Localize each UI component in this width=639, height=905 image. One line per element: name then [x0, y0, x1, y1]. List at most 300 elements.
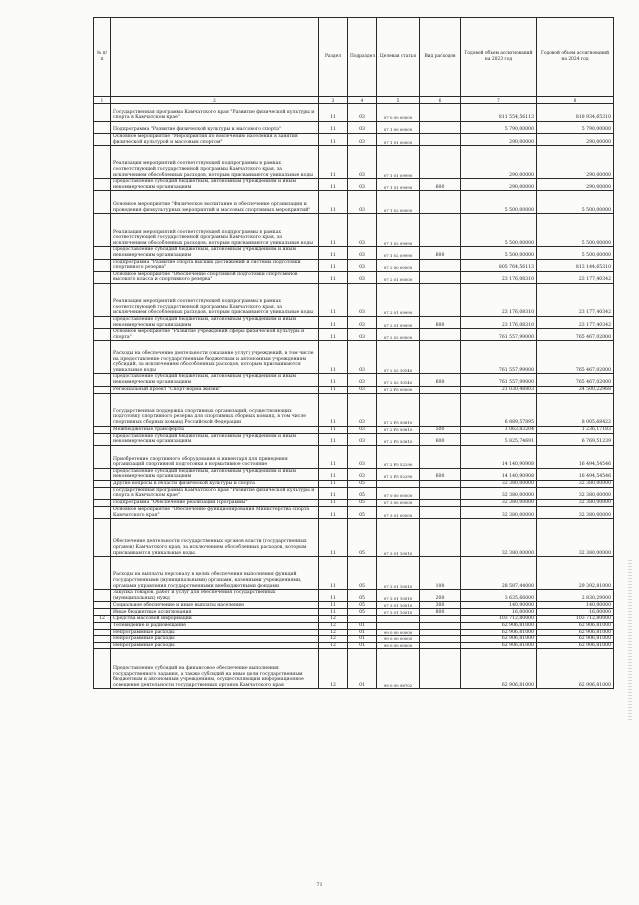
subsection-code: 03	[348, 468, 377, 480]
header-cell: Годовой объем ассигнований на 2024 год	[537, 18, 614, 97]
item-name: Предоставление субсидий бюджетным, автономным учреждениям и иным некоммерческим организациям	[111, 179, 319, 191]
target-article	[377, 616, 420, 623]
amount-2023: 805 764,56113	[461, 259, 537, 271]
target-article: 07 1 02 09990	[377, 247, 420, 259]
amount-2023: 5 825,74691	[461, 433, 537, 445]
expense-type	[420, 283, 461, 316]
item-name: Средства массовой информации	[111, 616, 319, 623]
subsection-code: 03	[348, 433, 377, 445]
section-code: 11	[319, 507, 348, 519]
column-number: 6	[420, 97, 461, 104]
amount-2023: 6 889,57895	[461, 393, 537, 426]
target-article: 07 3 01 10010	[377, 519, 420, 557]
column-number: 3	[319, 97, 348, 104]
item-name: Телевидение и радиовещание	[111, 623, 319, 630]
section-code: 11	[319, 316, 348, 328]
amount-2024: 16 494,54546	[537, 468, 614, 480]
row-number	[94, 271, 111, 283]
subsection-code: 05	[348, 507, 377, 519]
target-article: 07 2 02 10140	[377, 374, 420, 386]
amount-2024: 103 712,80000	[537, 616, 614, 623]
table-row	[94, 445, 614, 468]
table-row	[94, 629, 614, 636]
table-row	[94, 487, 614, 499]
target-article: 07 2 P5 52290	[377, 445, 420, 468]
column-number-row	[94, 97, 614, 104]
subsection-code: 03	[348, 104, 377, 122]
amount-2024: 62 906,81000	[537, 636, 614, 643]
table-row	[94, 426, 614, 433]
target-article: 07 3 01 00000	[377, 507, 420, 519]
amount-2023: 32 380,00000	[461, 500, 537, 507]
expense-type	[420, 122, 461, 134]
item-name: Подпрограмма "Обеспечение реализации Программы"	[111, 500, 319, 507]
row-number	[94, 316, 111, 328]
table-row	[94, 623, 614, 630]
section-code: 11	[319, 590, 348, 602]
amount-2023: 290,00000	[461, 134, 537, 146]
amount-2024: 32 380,00000	[537, 487, 614, 499]
amount-2023: 62 906,81000	[461, 642, 537, 649]
subsection-code: 05	[348, 590, 377, 602]
subsection-code: 01	[348, 642, 377, 649]
amount-2023: 16,00000	[461, 609, 537, 616]
row-number	[94, 134, 111, 146]
subsection-code: 03	[348, 271, 377, 283]
table-row	[94, 316, 614, 328]
target-article: 07 3 00 00000	[377, 500, 420, 507]
item-name: Государственная программа Камчатского края "Развитие физической культуры и спорта в Камчатском крае"	[111, 487, 319, 499]
expense-type	[420, 507, 461, 519]
amount-2024: 140,90000	[537, 602, 614, 609]
target-article: 07 2 P5 50810	[377, 433, 420, 445]
table-row	[94, 214, 614, 247]
section-code: 12	[319, 642, 348, 649]
row-number	[94, 329, 111, 341]
amount-2023: 32 380,00000	[461, 480, 537, 487]
section-code: 11	[319, 341, 348, 374]
expense-type	[420, 480, 461, 487]
amount-2024: 16,00000	[537, 609, 614, 616]
table-row	[94, 393, 614, 426]
item-name: Основное мероприятие "Развитие учреждений сферы физической культуры и спорта"	[111, 329, 319, 341]
row-number	[94, 179, 111, 191]
row-number	[94, 426, 111, 433]
section-code: 12	[319, 623, 348, 630]
row-number	[94, 629, 111, 636]
row-number	[94, 487, 111, 499]
row-number	[94, 507, 111, 519]
amount-2023: 5 790,00000	[461, 122, 537, 134]
target-article: 07 0 00 00000	[377, 487, 420, 499]
target-article: 07 1 02 00000	[377, 191, 420, 214]
table-row	[94, 642, 614, 649]
section-code: 11	[319, 393, 348, 426]
subsection-code: 01	[348, 623, 377, 630]
subsection-code: 03	[348, 214, 377, 247]
target-article	[377, 623, 420, 630]
column-number: 1	[94, 97, 111, 104]
amount-2024: 23 177,40342	[537, 316, 614, 328]
amount-2024: 765 467,02000	[537, 329, 614, 341]
amount-2023: 32 380,00000	[461, 519, 537, 557]
target-article: 99 0 00 98702	[377, 649, 420, 689]
target-article: 07 2 01 09990	[377, 283, 420, 316]
target-article: 07 2 P5 52290	[377, 468, 420, 480]
expense-type: 300	[420, 602, 461, 609]
header-cell: Целевая статья	[377, 18, 420, 97]
amount-2024: 818 934,65310	[537, 104, 614, 122]
target-article: 07 3 01 10010	[377, 557, 420, 590]
expense-type	[420, 271, 461, 283]
row-number	[94, 602, 111, 609]
row-number	[94, 642, 111, 649]
row-number	[94, 636, 111, 643]
amount-2024: 290,00000	[537, 146, 614, 179]
item-name: Предоставление субсидий бюджетным, автономным учреждениям и иным некоммерческим организациям	[111, 316, 319, 328]
item-name: Предоставление субсидий бюджетным, автономным учреждениям и иным некоммерческим организациям	[111, 468, 319, 480]
target-article: 07 1 01 09990	[377, 179, 420, 191]
expense-type	[420, 500, 461, 507]
section-code: 11	[319, 247, 348, 259]
section-code: 11	[319, 179, 348, 191]
expense-type	[420, 487, 461, 499]
section-code: 11	[319, 329, 348, 341]
table-row	[94, 616, 614, 623]
amount-2023: 28 587,44000	[461, 557, 537, 590]
row-number	[94, 104, 111, 122]
target-article: 07 1 00 00000	[377, 122, 420, 134]
section-code: 11	[319, 426, 348, 433]
expense-type	[420, 445, 461, 468]
item-name: Расходы на выплаты персоналу в целях обеспечения выполнения функций государственными (муниципальными) органами, казенными учреждениями, органами управления государственными внебюджетными фондами	[111, 557, 319, 590]
item-name: Обеспечение деятельности государственных органов власти (государственных органов) Камчатского края, за исключением обособленных расходов, которым присваиваются уникальные коды.	[111, 519, 319, 557]
table-row	[94, 179, 614, 191]
amount-2024: 62 906,81000	[537, 649, 614, 689]
row-number	[94, 445, 111, 468]
subsection-code: 03	[348, 259, 377, 271]
row-number	[94, 374, 111, 386]
target-article: 07 3 01 10010	[377, 590, 420, 602]
target-article: 07 3 01 10010	[377, 609, 420, 616]
table-row	[94, 649, 614, 689]
subsection-code: 03	[348, 122, 377, 134]
amount-2024: 765 467,02000	[537, 374, 614, 386]
amount-2024: 5 500,00000	[537, 191, 614, 214]
table-row	[94, 386, 614, 393]
section-code: 11	[319, 386, 348, 393]
item-name: Реализация мероприятий соответствующей подпрограммы в рамках соответствующей государственной программы Камчатского края, за исключением обособленных расходов, которым присваиваются уникальные коды	[111, 214, 319, 247]
amount-2024: 23 177,40342	[537, 271, 614, 283]
amount-2023: 103 712,80000	[461, 616, 537, 623]
header-cell	[111, 18, 319, 97]
row-number	[94, 386, 111, 393]
scan-edge-mark	[628, 560, 632, 720]
section-code: 11	[319, 445, 348, 468]
amount-2023: 14 140,90908	[461, 468, 537, 480]
amount-2024: 290,00000	[537, 179, 614, 191]
target-article: 07 3 01 10010	[377, 602, 420, 609]
table-row	[94, 480, 614, 487]
item-name: Предоставление субсидий бюджетным, автономным учреждениям и иным некоммерческим организациям	[111, 247, 319, 259]
row-number	[94, 519, 111, 557]
amount-2024: 16 494,54546	[537, 445, 614, 468]
expense-type	[420, 341, 461, 374]
item-name: Другие вопросы в области физической культуры и спорта	[111, 480, 319, 487]
target-article: 07 2 01 00000	[377, 271, 420, 283]
amount-2023: 23 176,08310	[461, 271, 537, 283]
amount-2023: 290,00000	[461, 146, 537, 179]
expense-type	[420, 636, 461, 643]
section-code: 11	[319, 134, 348, 146]
expense-type	[420, 616, 461, 623]
item-name: Закупка товаров, работ и услуг для обеспечения государственных (муниципальных) нужд	[111, 590, 319, 602]
item-name: Реализация мероприятий соответствующей подпрограммы в рамках соответствующей государственной программы Камчатского края, за исключением обособленных расходов, которым присваиваются уникальные коды	[111, 283, 319, 316]
header-cell: № п/п	[94, 18, 111, 97]
subsection-code: 03	[348, 316, 377, 328]
row-number	[94, 609, 111, 616]
section-code: 12	[319, 649, 348, 689]
subsection-code: 05	[348, 602, 377, 609]
table-row	[94, 609, 614, 616]
amount-2023: 761 557,99000	[461, 341, 537, 374]
target-article: 07 2 00 00000	[377, 259, 420, 271]
subsection-code: 05	[348, 500, 377, 507]
item-name: Иные бюджетные ассигнования	[111, 609, 319, 616]
column-number: 8	[537, 97, 614, 104]
table-row	[94, 519, 614, 557]
amount-2023: 761 557,99000	[461, 329, 537, 341]
row-number	[94, 146, 111, 179]
row-number	[94, 191, 111, 214]
table-row	[94, 557, 614, 590]
expense-type	[420, 329, 461, 341]
item-name: Подпрограмма "Развитие спорта высших достижений и системы подготовки спортивного резерва"	[111, 259, 319, 271]
amount-2024: 62 906,81000	[537, 623, 614, 630]
amount-2023: 21 030,48803	[461, 386, 537, 393]
table-body	[94, 104, 614, 689]
amount-2024: 62 906,81000	[537, 629, 614, 636]
subsection-code: 03	[348, 146, 377, 179]
item-name: Подпрограмма "Развитие физической культуры и массового спорта"	[111, 122, 319, 134]
table-row	[94, 134, 614, 146]
row-number	[94, 341, 111, 374]
table-row	[94, 341, 614, 374]
target-article: 99 0 00 00000	[377, 636, 420, 643]
subsection-code: 03	[348, 134, 377, 146]
row-number	[94, 283, 111, 316]
expense-type: 600	[420, 179, 461, 191]
subsection-code: 03	[348, 374, 377, 386]
expense-type	[420, 104, 461, 122]
item-name: Основное мероприятие "Физическое воспитание и обеспечение организации и проведения физкультурных мероприятий и массовых спортивных мероприятий"	[111, 191, 319, 214]
target-article: 07 2 01 09990	[377, 316, 420, 328]
target-article: 07 2 02 10140	[377, 341, 420, 374]
section-code: 12	[319, 629, 348, 636]
row-number	[94, 557, 111, 590]
row-number: 12	[94, 616, 111, 623]
item-name: Государственная программа Камчатского края "Развитие физической культуры и спорта в Камчатском крае"	[111, 104, 319, 122]
amount-2023: 5 500,00000	[461, 214, 537, 247]
subsection-code: 03	[348, 247, 377, 259]
expense-type	[420, 134, 461, 146]
table-row	[94, 146, 614, 179]
amount-2024: 32 380,00000	[537, 480, 614, 487]
table-row	[94, 590, 614, 602]
item-name: Государственная поддержка спортивных организаций, осуществляющих подготовку спортивного резерва для спортивных сборных команд, в том числе спортивных сборных команд Российской Федерации	[111, 393, 319, 426]
item-name: Приобретение спортивного оборудования и инвентаря для приведения организаций спортивной подготовки в нормативное состояние	[111, 445, 319, 468]
section-code: 11	[319, 468, 348, 480]
section-code: 11	[319, 480, 348, 487]
amount-2023: 811 554,56113	[461, 104, 537, 122]
target-article: 07 1 01 00000	[377, 134, 420, 146]
section-code: 11	[319, 433, 348, 445]
target-article: 07 1 01 09990	[377, 146, 420, 179]
row-number	[94, 500, 111, 507]
table-row	[94, 374, 614, 386]
table-row	[94, 283, 614, 316]
amount-2024: 62 906,81000	[537, 642, 614, 649]
table-row	[94, 247, 614, 259]
row-number	[94, 623, 111, 630]
subsection-code: 03	[348, 393, 377, 426]
amount-2024: 813 144,65310	[537, 259, 614, 271]
column-number: 7	[461, 97, 537, 104]
table-row	[94, 259, 614, 271]
section-code: 11	[319, 609, 348, 616]
table-row	[94, 500, 614, 507]
subsection-code: 05	[348, 519, 377, 557]
expense-type	[420, 393, 461, 426]
expense-type	[420, 623, 461, 630]
item-name: Основное мероприятие "Обеспечение функционирования Министерства спорта Камчатского края"	[111, 507, 319, 519]
target-article: 99 0 00 00000	[377, 642, 420, 649]
row-number	[94, 214, 111, 247]
table-row	[94, 433, 614, 445]
table-row	[94, 191, 614, 214]
table-row	[94, 122, 614, 134]
subsection-code: 05	[348, 609, 377, 616]
header-cell: Раздел	[319, 18, 348, 97]
row-number	[94, 247, 111, 259]
target-article: 07 2 P5 50810	[377, 426, 420, 433]
amount-2023: 23 176,08310	[461, 283, 537, 316]
subsection-code: 01	[348, 636, 377, 643]
target-article: 07 1 02 09990	[377, 214, 420, 247]
expense-type	[420, 649, 461, 689]
amount-2023: 62 906,81000	[461, 629, 537, 636]
item-name: Предоставление субсидий бюджетным, автономным учреждениям и иным некоммерческим организациям	[111, 433, 319, 445]
item-name: Реализация мероприятий соответствующей подпрограммы в рамках соответствующей государственной программы Камчатского края, за исключением обособленных расходов, которым присваиваются уникальные коды	[111, 146, 319, 179]
section-code: 11	[319, 259, 348, 271]
column-number: 5	[377, 97, 420, 104]
item-name: Предоставление субсидий бюджетным, автономным учреждениям и иным некоммерческим организациям	[111, 374, 319, 386]
table-row	[94, 602, 614, 609]
amount-2024: 29 392,81000	[537, 557, 614, 590]
amount-2023: 3 635,66000	[461, 590, 537, 602]
expense-type: 200	[420, 590, 461, 602]
row-number	[94, 122, 111, 134]
section-code: 11	[319, 146, 348, 179]
amount-2024: 6 769,51239	[537, 433, 614, 445]
expense-type	[420, 259, 461, 271]
row-number	[94, 468, 111, 480]
expense-type	[420, 642, 461, 649]
amount-2024: 8 005,68422	[537, 393, 614, 426]
section-code: 11	[319, 602, 348, 609]
section-code: 12	[319, 616, 348, 623]
amount-2024: 24 500,22968	[537, 386, 614, 393]
expense-type: 600	[420, 374, 461, 386]
row-number	[94, 393, 111, 426]
amount-2024: 290,00000	[537, 134, 614, 146]
row-number	[94, 480, 111, 487]
amount-2024: 2 830,29000	[537, 590, 614, 602]
target-article: 07 2 02 00000	[377, 329, 420, 341]
section-code: 11	[319, 214, 348, 247]
item-name: Региональный проект "Спорт-норма жизни"	[111, 386, 319, 393]
section-code: 11	[319, 122, 348, 134]
item-name: Предоставление субсидий на финансовое обеспечение выполнения государственного задания, а также субсидий на иные цели государственным бюджетным и автономным учреждениям, осуществляющим информационное освещение деятельности государственных органов Камчатского края	[111, 649, 319, 689]
column-number: 4	[348, 97, 377, 104]
subsection-code: 03	[348, 341, 377, 374]
item-name: Непрограммные расходы	[111, 642, 319, 649]
amount-2023: 62 906,81000	[461, 649, 537, 689]
column-number: 2	[111, 97, 319, 104]
section-code: 11	[319, 271, 348, 283]
subsection-code: 03	[348, 191, 377, 214]
expense-type	[420, 629, 461, 636]
item-name: Основное мероприятие "Мероприятия по вовлечению населения в занятия физической культурой и массовым спортом"	[111, 134, 319, 146]
target-article: 07 2 P5 00000	[377, 386, 420, 393]
subsection-code: 01	[348, 629, 377, 636]
page-number: 71	[316, 882, 323, 888]
expense-type	[420, 519, 461, 557]
target-article	[377, 480, 420, 487]
amount-2024: 32 380,00000	[537, 507, 614, 519]
amount-2024: 32 380,00000	[537, 519, 614, 557]
amount-2024: 5 500,00000	[537, 214, 614, 247]
target-article: 99 0 00 00000	[377, 629, 420, 636]
amount-2023: 14 140,90908	[461, 445, 537, 468]
amount-2023: 5 500,00000	[461, 247, 537, 259]
amount-2023: 23 176,08310	[461, 316, 537, 328]
table-row	[94, 271, 614, 283]
expense-type	[420, 386, 461, 393]
section-code: 12	[319, 636, 348, 643]
section-code: 11	[319, 374, 348, 386]
expense-type: 600	[420, 316, 461, 328]
amount-2023: 32 380,00000	[461, 487, 537, 499]
amount-2023: 62 906,81000	[461, 636, 537, 643]
amount-2023: 140,90000	[461, 602, 537, 609]
subsection-code: 03	[348, 386, 377, 393]
expense-type: 100	[420, 557, 461, 590]
subsection-code: 03	[348, 179, 377, 191]
subsection-code: 03	[348, 283, 377, 316]
row-number	[94, 590, 111, 602]
section-code: 11	[319, 519, 348, 557]
subsection-code: 01	[348, 649, 377, 689]
amount-2024: 5 790,00000	[537, 122, 614, 134]
subsection-code	[348, 616, 377, 623]
amount-2023: 5 500,00000	[461, 191, 537, 214]
expense-type	[420, 214, 461, 247]
section-code: 11	[319, 500, 348, 507]
amount-2023: 761 557,99000	[461, 374, 537, 386]
amount-2023: 62 906,81000	[461, 623, 537, 630]
table-row	[94, 468, 614, 480]
